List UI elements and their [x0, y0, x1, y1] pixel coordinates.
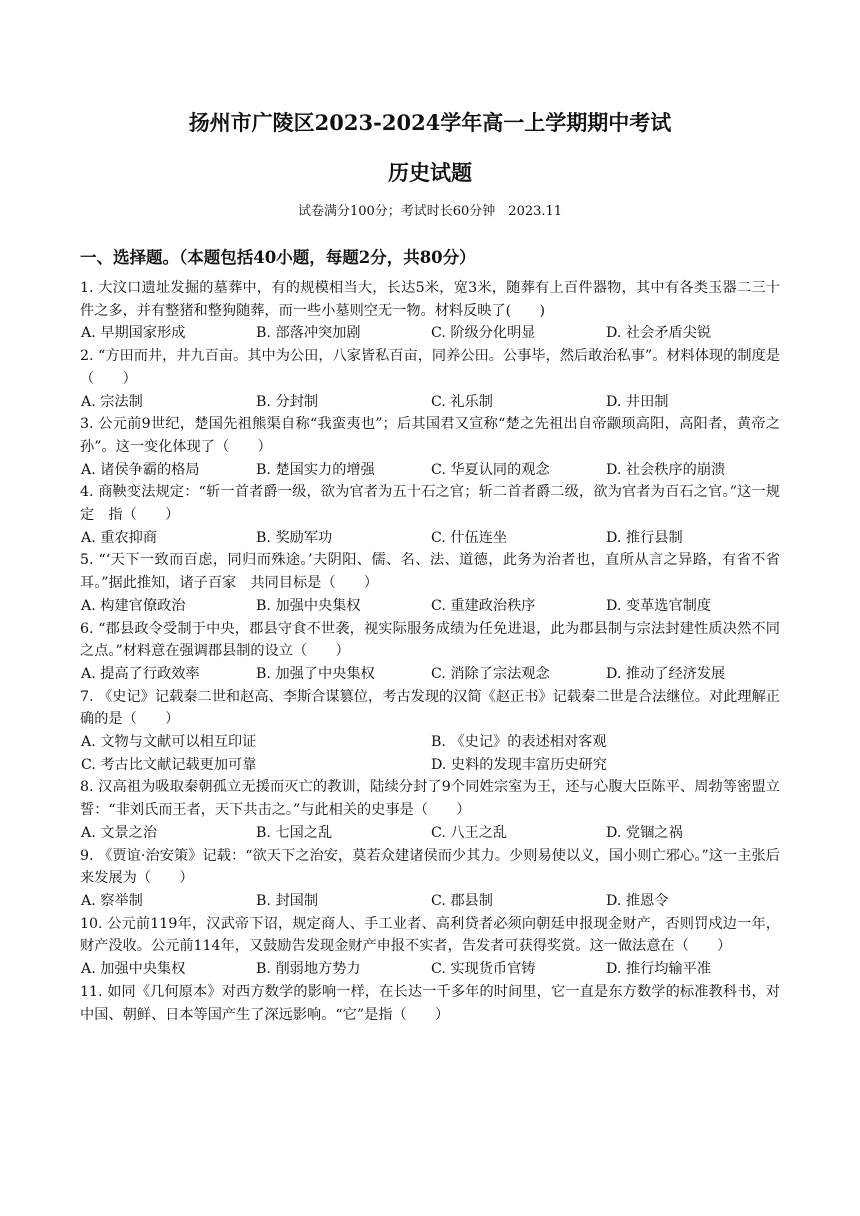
- answer-option: A. 诸侯争霸的格局: [81, 461, 200, 478]
- question-item: [80, 776, 780, 844]
- exam-meta: 试卷满分100分；考试时长60分钟 2023.11: [297, 204, 563, 219]
- option-row: [80, 391, 780, 414]
- section-heading: 一、选择题。（本题包括40小题，每题2分，共80分）: [80, 248, 476, 267]
- question-stem: 6. “郡县政令受制于中央，郡县守食不世袭，视实际服务成绩为任免进退，此为郡县制与宗法封建性质决然不同之点。”材料意在强调郡县制的设立（ ）: [80, 620, 780, 660]
- question-stem: 11. 如同《几何原本》对西方数学的影响一样，在长达一千多年的时间里，它一直是东方数学的标准教科书，对中国、朝鲜、日本等国产生了深远影响。“它”是指（ ）: [80, 983, 780, 1023]
- answer-option: B. 部落冲突加剧: [256, 325, 361, 342]
- question-stem: 4. 商鞅变法规定：“斩一首者爵一级，欲为官者为五十石之官；斩二首者爵二级，欲为官者为百石之官。”这一规定 指（ ）: [80, 484, 780, 524]
- answer-option: A. 重农抑商: [81, 529, 158, 546]
- answer-option: D. 党锢之祸: [606, 824, 683, 841]
- question-item: [80, 277, 780, 345]
- answer-option: C. 礼乐制: [431, 393, 493, 410]
- question-item: [80, 845, 780, 913]
- question-item: [80, 481, 780, 549]
- question-stem: 7. 《史记》记载秦二世和赵高、李斯合谋篡位，考古发现的汉简《赵正书》记载秦二世是合法继位。对此理解正确的是（ ）: [80, 688, 780, 728]
- answer-option: C. 重建政治秩序: [431, 597, 536, 614]
- exam-page: [80, 108, 780, 1026]
- answer-option: C. 八王之乱: [431, 824, 508, 841]
- question-item: [80, 413, 780, 481]
- question-list: [80, 277, 780, 1026]
- question-item: [80, 981, 780, 1026]
- answer-option: D. 史料的发现丰富历史研究: [431, 756, 607, 773]
- answer-option: B. 分封制: [256, 393, 319, 410]
- question-item: [80, 618, 780, 686]
- answer-option: C. 实现货币官铸: [431, 961, 536, 978]
- question-item: [80, 549, 780, 617]
- option-row: [80, 322, 780, 345]
- question-stem: 2. “方田而井，井九百亩。其中为公田，八家皆私百亩，同养公田。公事毕，然后敢治私事”。材料体现的制度是（ ）: [80, 348, 780, 387]
- question-stem: 5. “‘天下一致而百虑，同归而殊途。’夫阴阳、儒、名、法、道德，此务为治者也，直所从言之异路，有省不省耳。”据此推知，诸子百家 共同目标是（ ）: [80, 552, 780, 592]
- answer-option: C. 阶级分化明显: [431, 325, 536, 342]
- answer-option: D. 推动了经济发展: [606, 665, 726, 682]
- answer-option: B. 封国制: [256, 892, 319, 909]
- answer-option: D. 推行均输平准: [606, 961, 712, 978]
- question-stem: 1. 大汶口遗址发掘的墓葬中，有的规模相当大，长达5米，宽3米，随葬有上百件器物，其中有各类玉器二三十件之多，并有整猪和整狗随葬，而一些小墓则空无一物。材料反映了( ): [80, 280, 780, 319]
- answer-option: C. 考古比文献记载更加可靠: [81, 756, 257, 773]
- answer-option: B. 加强了中央集权: [256, 665, 375, 682]
- option-row: [80, 459, 780, 482]
- answer-option: C. 什伍连坐: [431, 529, 508, 546]
- option-row: [80, 731, 780, 776]
- answer-option: D. 推行县制: [606, 529, 683, 546]
- answer-option: A. 文景之治: [81, 824, 158, 841]
- option-row: [80, 595, 780, 618]
- option-row: [80, 890, 780, 913]
- question-item: [80, 913, 780, 981]
- answer-option: D. 井田制: [606, 393, 669, 410]
- question-stem: 10. 公元前119年，汉武帝下诏，规定商人、手工业者、高利贷者必须向朝廷申报现金财产，否则罚戍边一年，财产没收。公元前114年，又鼓励告发现金财产申报不实者，告发者可获得奖赏。这一做法意在（ ）: [80, 915, 780, 955]
- question-item: [80, 686, 780, 777]
- answer-option: A. 加强中央集权: [81, 961, 186, 978]
- option-row: [80, 822, 780, 845]
- answer-option: D. 变革选官制度: [606, 597, 712, 614]
- question-item: [80, 345, 780, 413]
- exam-title: 扬州市广陵区2023-2024学年高一上学期期中考试: [188, 110, 672, 135]
- exam-subtitle: 历史试题: [388, 160, 472, 185]
- option-row: [80, 663, 780, 686]
- answer-option: C. 消除了宗法观念: [431, 665, 550, 682]
- answer-option: B. 削弱地方势力: [256, 961, 361, 978]
- option-row: [80, 527, 780, 550]
- answer-option: D. 社会秩序的崩溃: [606, 461, 726, 478]
- answer-option: B. 《史记》的表述相对客观: [431, 734, 607, 751]
- answer-option: B. 奖励军功: [256, 529, 333, 546]
- answer-option: B. 楚国实力的增强: [256, 461, 375, 478]
- answer-option: D. 推恩令: [606, 892, 669, 909]
- answer-option: D. 社会矛盾尖锐: [606, 325, 712, 342]
- answer-option: A. 早期国家形成: [81, 325, 186, 342]
- question-stem: 8. 汉高祖为吸取秦朝孤立无援而灭亡的教训，陆续分封了9个同姓宗室为王，还与心腹大臣陈平、周勃等密盟立誓：“非刘氏而王者，天下共击之。”与此相关的史事是（ ）: [80, 779, 780, 819]
- answer-option: A. 察举制: [81, 892, 143, 909]
- answer-option: B. 七国之乱: [256, 824, 333, 841]
- answer-option: A. 提高了行政效率: [81, 665, 200, 682]
- option-row: [80, 958, 780, 981]
- answer-option: A. 宗法制: [81, 393, 143, 410]
- answer-option: C. 华夏认同的观念: [431, 461, 550, 478]
- answer-option: A. 构建官僚政治: [81, 597, 186, 614]
- answer-option: B. 加强中央集权: [256, 597, 361, 614]
- answer-option: A. 文物与文献可以相互印证: [81, 734, 257, 751]
- answer-option: C. 郡县制: [431, 892, 493, 909]
- question-stem: 3. 公元前9世纪，楚国先祖熊渠自称“我蛮夷也”；后其国君又宣称“楚之先祖出自帝颛顼高阳，高阳者，黄帝之孙”。这一变化体现了（ ）: [80, 416, 780, 455]
- question-stem: 9. 《贾谊·治安策》记载：“欲天下之治安，莫若众建诸侯而少其力。少则易使以义，国小则亡邪心。”这一主张后来发展为（ ）: [80, 847, 780, 887]
